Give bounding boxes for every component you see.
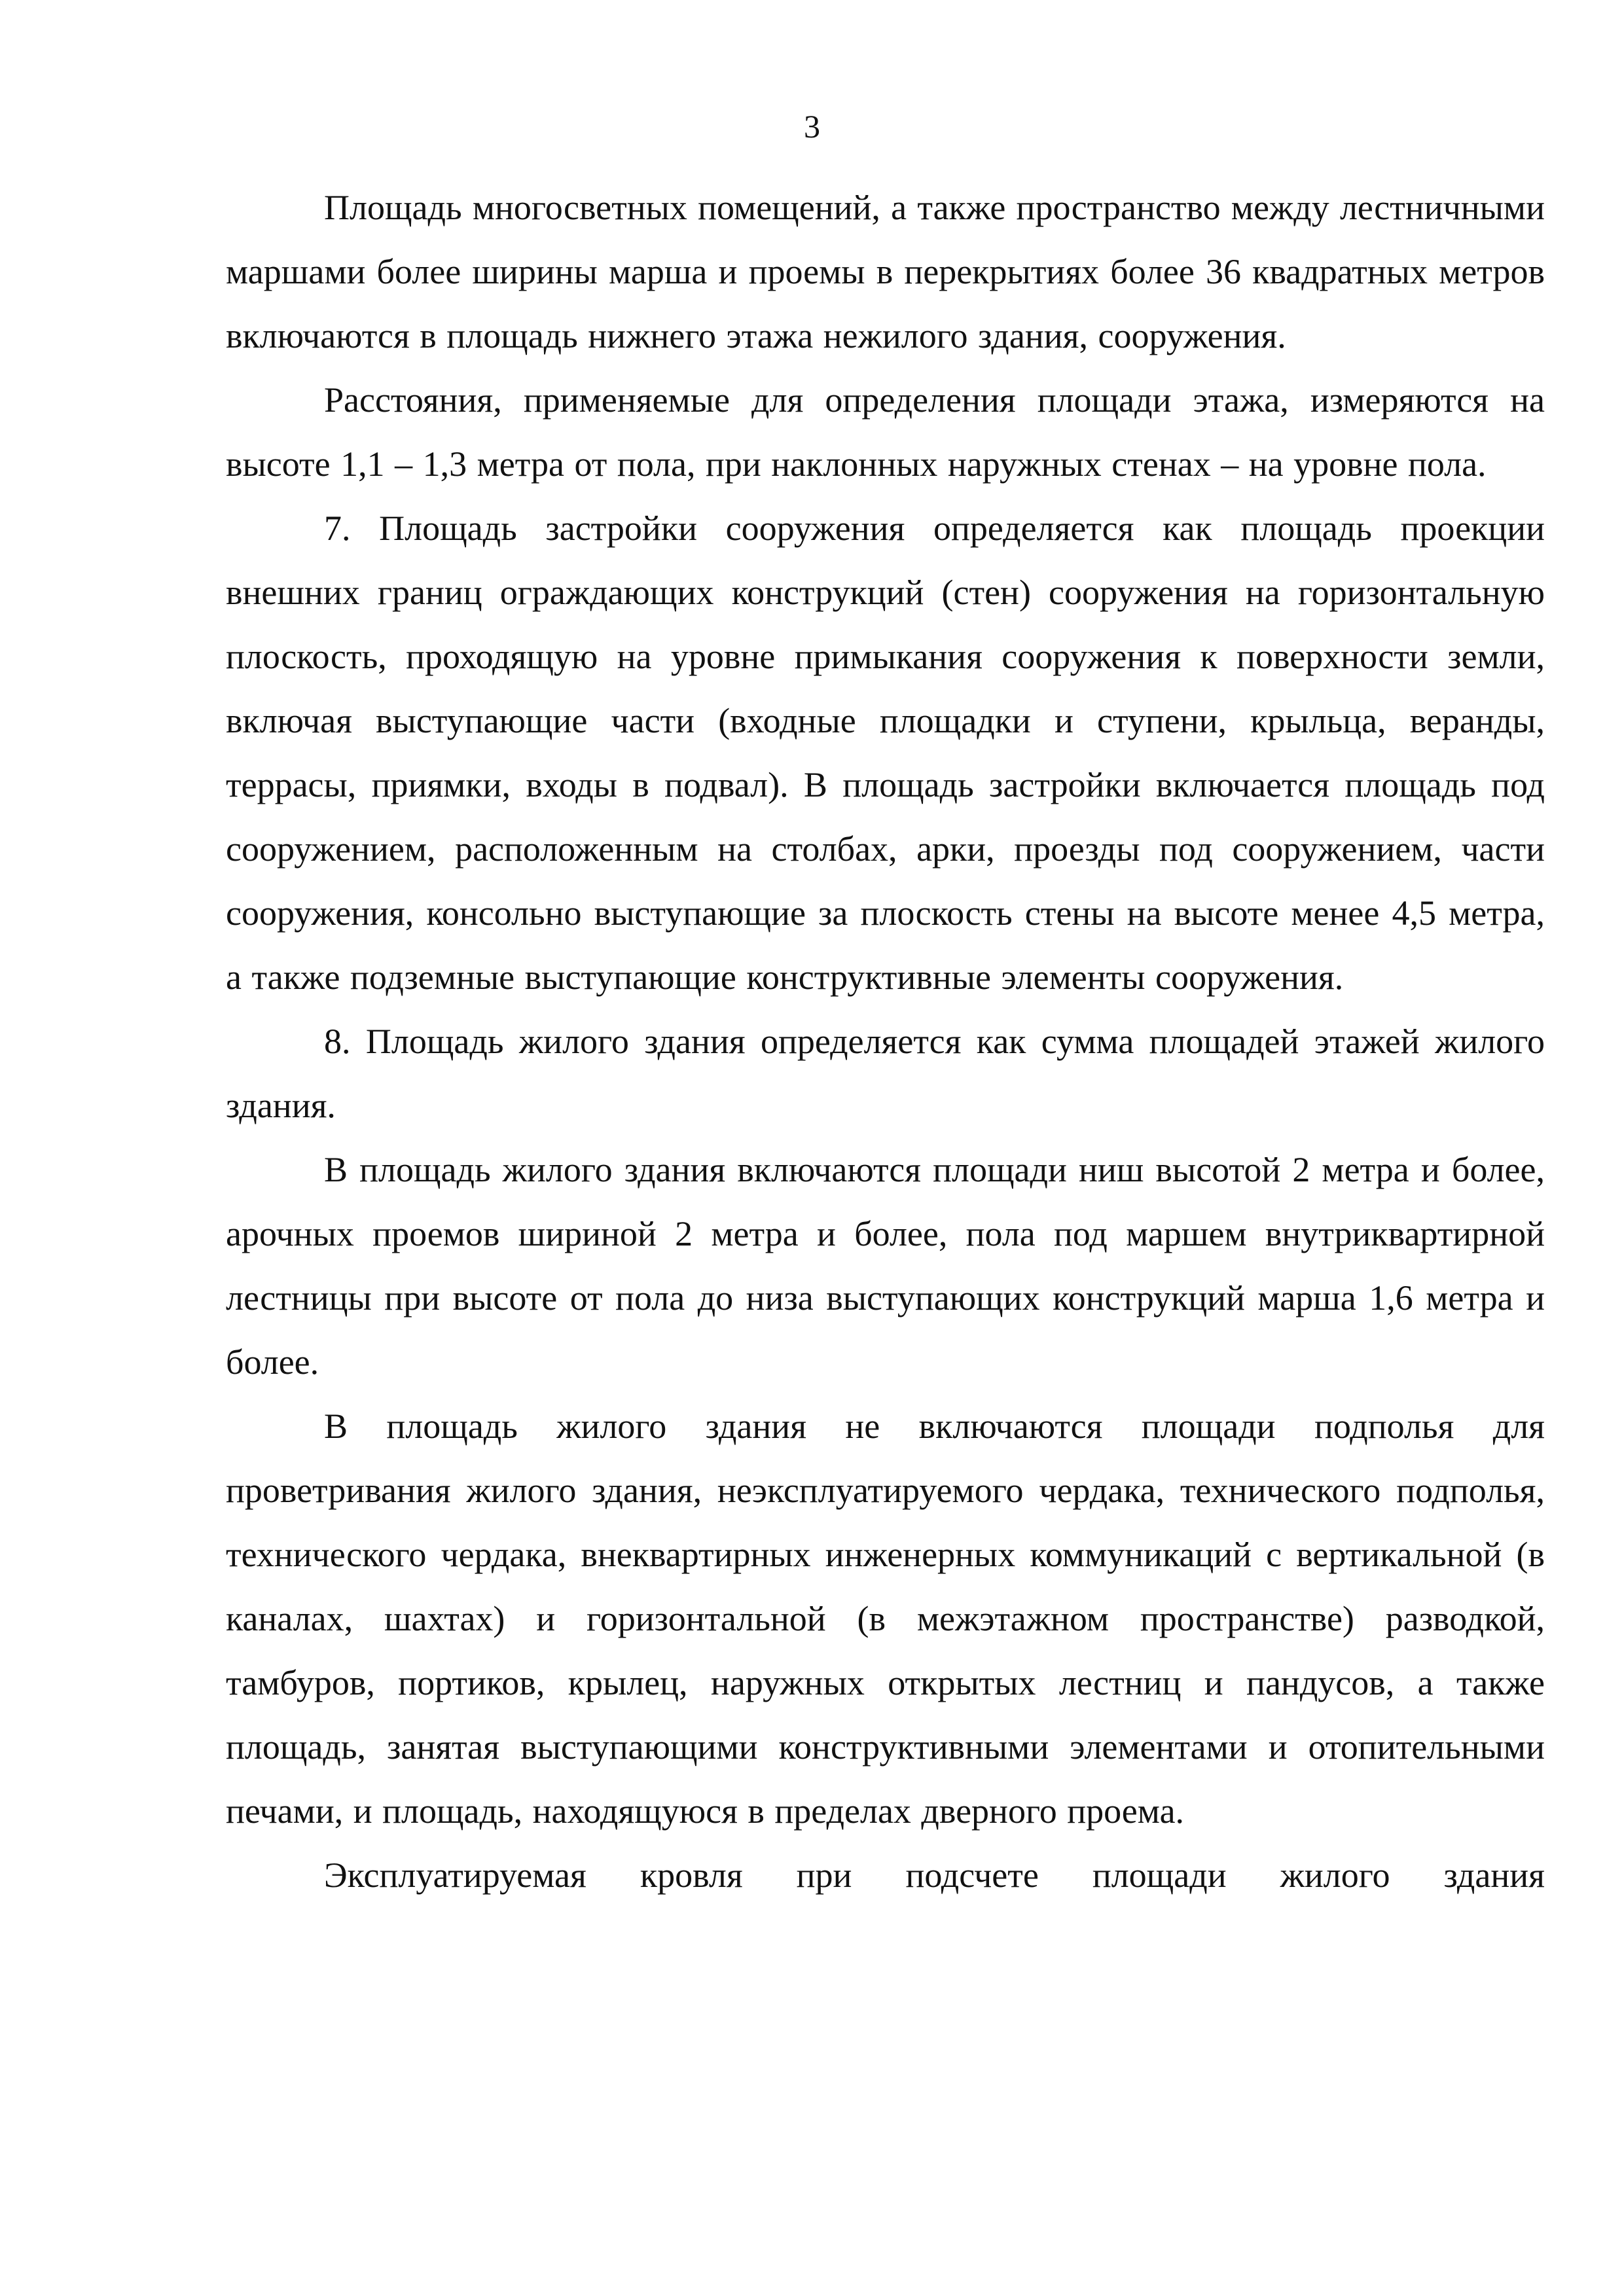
paragraph-multilight-rooms: Площадь многосветных помещений, а также пространство между лестничными маршами более ширины марша и проемы в перекрытиях более 36 квадратных метров включаются в площадь нижнего этажа нежилого здания, сооружения. [226,188,1545,355]
paragraph-measurement-distances: Расстояния, применяемые для определения площади этажа, измеряются на высоте 1,1 – 1,3 метра от пола, при наклонных наружных стенах – на уровне пола. [226,380,1545,484]
paragraph-item-8-residential-area: 8. Площадь жилого здания определяется как сумма площадей этажей жилого здания. [226,1022,1545,1125]
page-number: 3 [804,108,820,145]
paragraph-item-7-built-up-area: 7. Площадь застройки сооружения определяется как площадь проекции внешних границ ограждающих конструкций (стен) сооружения на горизонтальную плоскость, проходящую на уровне примыкания сооружения к поверхности земли, включая выступающие части (входные площадки и ступени, крыльца, веранды, террасы, приямки, входы в подвал). В площадь застройки включается площадь под сооружением, расположенным на столбах, арки, проезды под сооружением, части сооружения, консольно выступающие за плоскость стены на высоте менее 4,5 метра, а также подземные выступающие конструктивные элементы сооружения. [226,509,1545,997]
paragraph-excluded-areas: В площадь жилого здания не включаются площади подполья для проветривания жилого здания, неэксплуатируемого чердака, технического подполья, технического чердака, внеквартирных инженерных коммуникаций с вертикальной (в каналах, шахтах) и горизонтальной (в межэтажном пространстве) разводкой, тамбуров, портиков, крылец, наружных открытых лестниц и пандусов, а также площадь, занятая выступающими конструктивными элементами и отопительными печами, и площадь, находящуюся в пределах дверного проема. [226,1407,1545,1831]
paragraph-roof-continued: Эксплуатируемая кровля при подсчете площади жилого здания [324,1856,1545,1895]
paragraph-included-areas: В площадь жилого здания включаются площади ниш высотой 2 метра и более, арочных проемов шириной 2 метра и более, пола под маршем внутриквартирной лестницы при высоте от пола до низа выступающих конструкций марша 1,6 метра и более. [226,1150,1545,1382]
document-body [226,175,1545,1907]
